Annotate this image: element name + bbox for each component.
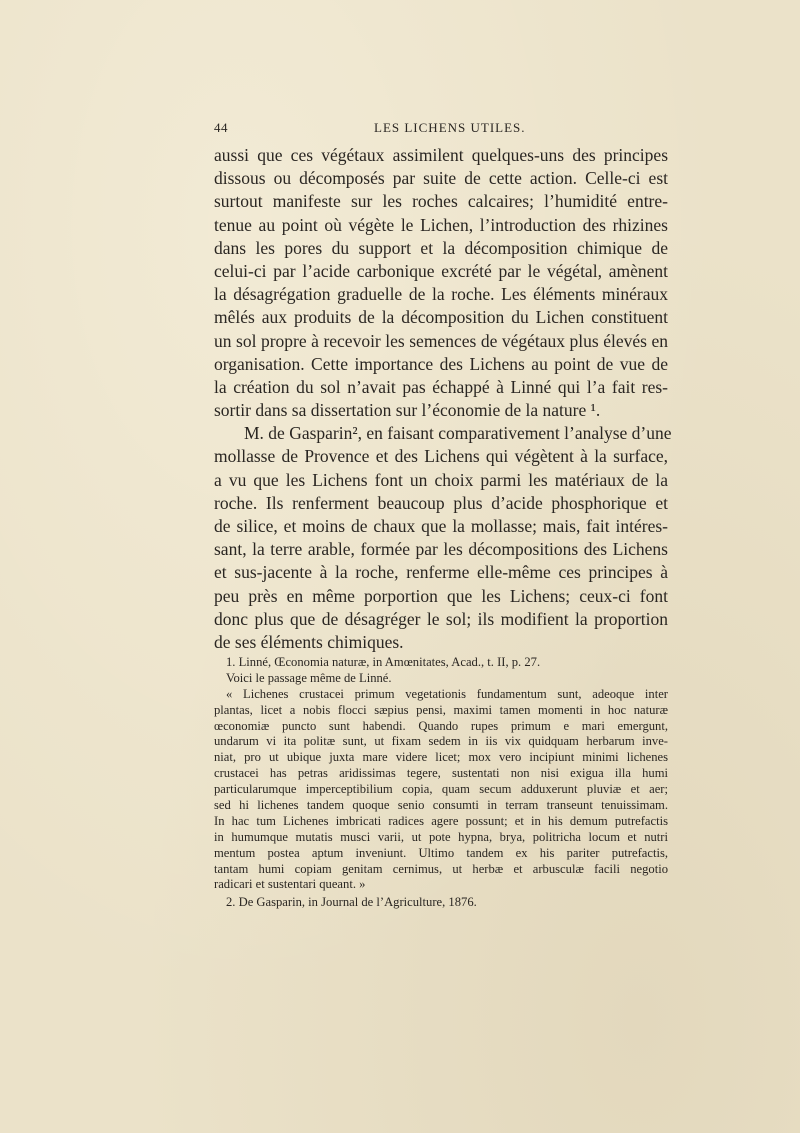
text-line: surtout manifeste sur les roches calcaires; l’humidité entre-	[214, 191, 668, 212]
text-line: de ses éléments chimiques.	[214, 631, 404, 652]
footnote-line: sed hi lichenes tandem quoque senio consumti in terram transeunt tenuissimam.	[214, 798, 668, 813]
footnote-line: œconomiæ puncto sunt habendi. Quando rupes primum e mari emergunt,	[214, 718, 668, 733]
text-line: sortir dans sa dissertation sur l’économie de la nature ¹.	[214, 400, 601, 421]
footnote-line: tantam humi copiam genitam cernimus, ut herbæ et arbusculæ facili negotio	[214, 861, 668, 876]
footnote-line: undarum vi ita politæ sunt, ut fixam sedem in iis vix quidquam herbarum inve-	[214, 734, 668, 749]
footnotes	[214, 655, 668, 911]
footnote-line: niat, pro ut ubique juxta mare videre licet; mox vero incipiunt minimi lichenes	[214, 750, 668, 765]
text-line: de silice, et moins de chaux que la mollasse; mais, fait intéres-	[214, 516, 668, 536]
text-line: aussi que ces végétaux assimilent quelques-uns des principes	[214, 145, 668, 165]
footnote-line: 2. De Gasparin, in Journal de l’Agriculture, 1876.	[226, 895, 477, 910]
text-line: dissous ou décomposés par suite de cette action. Celle-ci est	[214, 168, 668, 189]
footnote-line: 1. Linné, Œconomia naturæ, in Amœnitates, Acad., t. II, p. 27.	[226, 655, 541, 669]
footnote-line: Voici le passage même de Linné.	[226, 670, 392, 685]
main-text	[214, 144, 672, 654]
text-line: la création du sol n’avait pas échappé à Linné qui l’a fait res-	[214, 376, 668, 397]
page-header	[214, 120, 668, 138]
footnote-line: plantas, licet a nobis flocci sæpius pensi, maximi tamen momenti in hoc naturæ	[214, 702, 668, 717]
text-line: la désagrégation graduelle de la roche. Les éléments minéraux	[214, 284, 668, 305]
footnote-line: radicari et sustentari queant. »	[214, 877, 366, 892]
page-number: 44	[214, 120, 228, 135]
text-line: peu près en même porportion que les Lichens; ceux-ci font	[214, 585, 668, 606]
footnote-line: particularumque imperceptibilium copia, quam secum adduxerunt pluviæ et aer;	[214, 782, 668, 797]
text-line: dans les pores du support et la décomposition chimique de	[214, 237, 668, 258]
text-line: M. de Gasparin², en faisant comparativement l’analyse d’une	[244, 423, 672, 444]
running-title: LES LICHENS UTILES.	[374, 120, 526, 135]
text-line: organisation. Cette importance des Lichens au point de vue de	[214, 353, 668, 374]
text-line: sant, la terre arable, formée par les décompositions des Lichens	[214, 539, 668, 560]
text-line: et sus-jacente à la roche, renferme elle-même ces principes à	[214, 562, 668, 583]
footnote-line: In hac tum Lichenes imbricati radices agere possunt; et in his demum putrefactis	[214, 813, 668, 828]
text-line: tenue au point où végète le Lichen, l’introduction des rhizines	[214, 214, 668, 235]
text-line: un sol propre à recevoir les semences de végétaux plus élevés en	[214, 330, 668, 351]
footnote-line: « Lichenes crustacei primum vegetationis fundamentum sunt, adeoque inter	[226, 686, 668, 701]
text-line: donc plus que de désagréger le sol; ils modifient la proportion	[214, 608, 668, 629]
text-line: mollasse de Provence et des Lichens qui végètent à la surface,	[214, 446, 668, 467]
text-line: roche. Ils renferment beaucoup plus d’acide phosphorique et	[214, 492, 668, 513]
footnote-line: crustacei has petras aridissimas tegere, sustentati non nisi exigua illa humi	[214, 766, 668, 781]
text-line: a vu que les Lichens font un choix parmi les matériaux de la	[214, 469, 668, 490]
text-line: celui-ci par l’acide carbonique excrété par le végétal, amènent	[214, 260, 668, 281]
footnote-line: mentum postea aptum inveniunt. Ultimo tandem ex his pariter putrefactis,	[214, 845, 668, 860]
footnote-line: in humumque mutatis musci varii, ut pote hypna, brya, politricha locum et nutri	[214, 829, 668, 844]
text-line: mêlés aux produits de la décomposition du Lichen constituent	[214, 307, 668, 328]
